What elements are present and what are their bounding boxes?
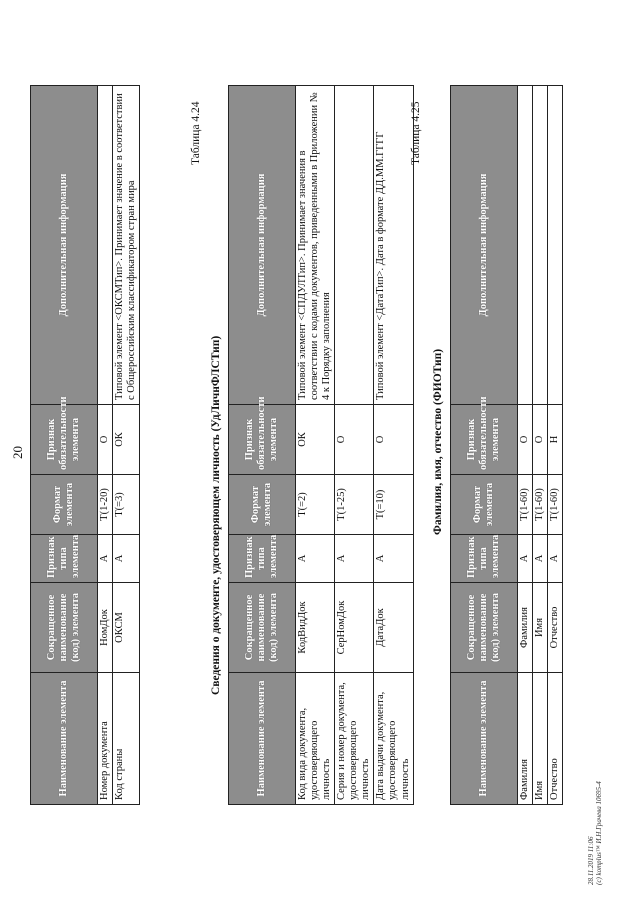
cell-code: Фамилия [518, 583, 533, 673]
footer-copyright: (c) komplus™ И.Н.Грачева 10695-4 [594, 781, 603, 885]
header-format: Формат элемента [451, 475, 518, 535]
header-format: Формат элемента [229, 475, 296, 535]
print-footer [588, 781, 603, 885]
page-number: 20 [10, 446, 25, 459]
cell-code: ОКСМ [113, 583, 140, 673]
cell-format: T(1-60) [533, 475, 548, 535]
cell-type: А [548, 535, 563, 583]
cell-name: Серия и номер документа, удостоверяющего личность [335, 673, 374, 805]
cell-mandatory: О [518, 405, 533, 475]
header-mandatory: Признак обязательности элемента [229, 405, 296, 475]
table-4-25 [450, 85, 563, 805]
cell-mandatory: Н [548, 405, 563, 475]
cell-type: А [113, 535, 140, 583]
header-type: Признак типа элемента [229, 535, 296, 583]
table-4-25-title: Фамилия, имя, отчество (ФИОТип) [432, 348, 444, 535]
cell-type: А [335, 535, 374, 583]
cell-info [518, 86, 533, 405]
cell-code: ДатаДок [374, 583, 413, 673]
table-header-row [31, 86, 98, 805]
cell-name: Номер документа [98, 673, 113, 805]
cell-name: Код страны [113, 673, 140, 805]
header-code: Сокращенное наименование (код) элемента [229, 583, 296, 673]
table-row [533, 86, 548, 805]
cell-type: А [374, 535, 413, 583]
cell-format: T(1-25) [335, 475, 374, 535]
table-row [296, 86, 335, 805]
header-name: Наименование элемента [31, 673, 98, 805]
header-info: Дополнительная информация [31, 86, 98, 405]
table-4-24 [228, 85, 414, 805]
cell-code: НомДок [98, 583, 113, 673]
table-4-24-label: Таблица 4.24 [190, 101, 202, 165]
cell-format: T(=2) [296, 475, 335, 535]
table-row [335, 86, 374, 805]
cell-info: Типовой элемент <ДатаТип>. Дата в формате ДД.ММ.ГГГГ [374, 86, 413, 405]
cell-info [98, 86, 113, 405]
cell-code: СерНомДок [335, 583, 374, 673]
cell-format: T(1-20) [98, 475, 113, 535]
cell-info [335, 86, 374, 405]
header-type: Признак типа элемента [31, 535, 98, 583]
header-info: Дополнительная информация [229, 86, 296, 405]
cell-mandatory: О [533, 405, 548, 475]
cell-format: T(1-60) [518, 475, 533, 535]
cell-mandatory: О [98, 405, 113, 475]
cell-type: А [533, 535, 548, 583]
cell-format: T(1-60) [548, 475, 563, 535]
header-code: Сокращенное наименование (код) элемента [31, 583, 98, 673]
cell-mandatory: ОК [296, 405, 335, 475]
header-type: Признак типа элемента [451, 535, 518, 583]
table-4-25-label: Таблица 4.25 [410, 101, 422, 165]
cell-format: T(=10) [374, 475, 413, 535]
cell-name: Фамилия [518, 673, 533, 805]
header-name: Наименование элемента [451, 673, 518, 805]
cell-code: Отчество [548, 583, 563, 673]
table-row [113, 86, 140, 805]
cell-code: КодВидДок [296, 583, 335, 673]
table-4-24-title: Сведения о документе, удостоверяющем личность (УдЛичнФЛСТип) [210, 335, 222, 695]
cell-mandatory: О [374, 405, 413, 475]
table-row [548, 86, 563, 805]
cell-type: А [296, 535, 335, 583]
header-code: Сокращенное наименование (код) элемента [451, 583, 518, 673]
cell-name: Код вида документа, удостоверяющего личность [296, 673, 335, 805]
table-header-row [451, 86, 518, 805]
cell-code: Имя [533, 583, 548, 673]
footer-timestamp: 28.11.2019 11:06 [587, 836, 595, 885]
table-header-row [229, 86, 296, 805]
cell-name: Дата выдачи документа, удостоверяющего личность [374, 673, 413, 805]
table-continued [30, 85, 140, 805]
cell-type: А [98, 535, 113, 583]
header-name: Наименование элемента [229, 673, 296, 805]
cell-mandatory: О [335, 405, 374, 475]
cell-name: Имя [533, 673, 548, 805]
table-row [374, 86, 413, 805]
cell-info [548, 86, 563, 405]
cell-format: T(=3) [113, 475, 140, 535]
header-format: Формат элемента [31, 475, 98, 535]
header-mandatory: Признак обязательности элемента [451, 405, 518, 475]
table-row [98, 86, 113, 805]
cell-info: Типовой элемент <ОКСМТип>. Принимает значение в соответствии с Общероссийским классификатором стран мира [113, 86, 140, 405]
header-info: Дополнительная информация [451, 86, 518, 405]
cell-mandatory: ОК [113, 405, 140, 475]
cell-info: Типовой элемент <СПДУЛТип>. Принимает значения в соответствии с кодами документов, приведенными в Приложении № 4 к Порядку заполнения [296, 86, 335, 405]
cell-type: А [518, 535, 533, 583]
cell-name: Отчество [548, 673, 563, 805]
header-mandatory: Признак обязательности элемента [31, 405, 98, 475]
table-row [518, 86, 533, 805]
cell-info [533, 86, 548, 405]
